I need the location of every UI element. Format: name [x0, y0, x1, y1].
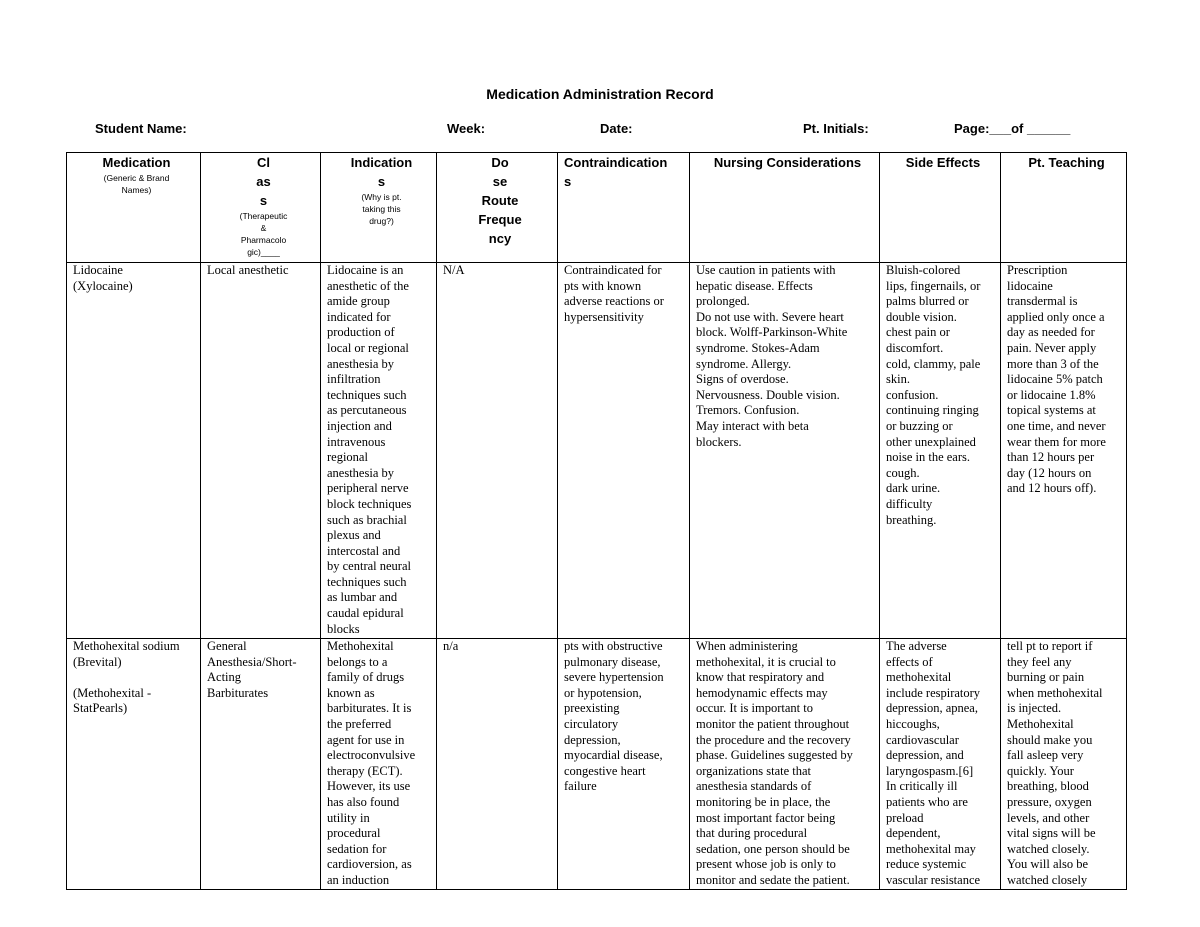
- page-count-label: Page:___of ______: [954, 121, 1071, 136]
- medication-cell: Methohexital sodium (Brevital) (Methohexital - StatPearls): [67, 639, 201, 890]
- col-header-indications: Indication s (Why is pt. taking this drug?): [321, 153, 437, 263]
- student-name-label: Student Name:: [95, 121, 187, 136]
- col-header-medication: Medication (Generic & Brand Names): [67, 153, 201, 263]
- col-header-contraindications: Contraindication s: [558, 153, 690, 263]
- table-row: [67, 263, 1127, 639]
- contraindications-cell: Contraindicated for pts with known adverse reactions or hypersensitivity: [558, 263, 690, 639]
- pt-teaching-cell: Prescription lidocaine transdermal is applied only once a day as needed for pain. Never apply more than 3 of the lidocaine 5% patch or lidocaine 1.8% topical systems at one time, and never wear them for more than 12 hours per day (12 hours on and 12 hours off).: [1001, 263, 1127, 639]
- side-effects-cell: Bluish-colored lips, fingernails, or palms blurred or double vision. chest pain or discomfort. cold, clammy, pale skin. confusion. continuing ringing or buzzing or other unexplained noise in the ears. cough. dark urine. difficulty breathing.: [880, 263, 1001, 639]
- week-label: Week:: [447, 121, 486, 136]
- class-cell: Local anesthetic: [201, 263, 321, 639]
- indications-cell: Lidocaine is an anesthetic of the amide group indicated for production of local or regional anesthesia by infiltration techniques such as percutaneous injection and intravenous regional anesthesia by peripheral nerve block techniques such as brachial plexus and intercostal and by central neural techniques such as lumbar and caudal epidural blocks: [321, 263, 437, 639]
- dose-cell: n/a: [437, 639, 558, 890]
- table-row: [67, 639, 1127, 890]
- medication-record-table: [66, 152, 1127, 890]
- col-header-class: Cl as s (Therapeutic & Pharmacolo gic)____: [201, 153, 321, 263]
- col-header-pt-teaching: Pt. Teaching: [1001, 153, 1127, 263]
- pt-initials-label: Pt. Initials:: [803, 121, 869, 136]
- indications-cell: Methohexital belongs to a family of drugs known as barbiturates. It is the preferred agent for use in electroconvulsive therapy (ECT). However, its use has also found utility in procedural sedation for cardioversion, as an induction: [321, 639, 437, 890]
- dose-cell: N/A: [437, 263, 558, 639]
- col-header-nursing-considerations: Nursing Considerations: [690, 153, 880, 263]
- col-header-side-effects: Side Effects: [880, 153, 1001, 263]
- table-header-row: [67, 153, 1127, 263]
- pt-teaching-cell: tell pt to report if they feel any burning or pain when methohexital is injected. Methohexital should make you fall asleep very quickly. Your breathing, blood pressure, oxygen levels, and other vital signs will be watched closely. You will also be watched closely: [1001, 639, 1127, 890]
- nursing-considerations-cell: When administering methohexital, it is crucial to know that respiratory and hemodynamic effects may occur. It is important to monitor the patient throughout the procedure and the recovery phase. Guidelines suggested by organizations state that anesthesia standards of monitoring be in place, the most important factor being that during procedural sedation, one person should be present whose job is only to monitor and sedate the patient.: [690, 639, 880, 890]
- class-cell: General Anesthesia/Short- Acting Barbiturates: [201, 639, 321, 890]
- date-label: Date:: [600, 121, 633, 136]
- page-title: Medication Administration Record: [486, 86, 714, 102]
- contraindications-cell: pts with obstructive pulmonary disease, severe hypertension or hypotension, preexisting circulatory depression, myocardial disease, congestive heart failure: [558, 639, 690, 890]
- medication-cell: Lidocaine (Xylocaine): [67, 263, 201, 639]
- col-header-dose-route-frequency: Do se Route Freque ncy: [437, 153, 558, 263]
- nursing-considerations-cell: Use caution in patients with hepatic disease. Effects prolonged. Do not use with. Severe heart block. Wolff-Parkinson-White syndrome. Stokes-Adam syndrome. Allergy. Signs of overdose. Nervousness. Double vision. Tremors. Confusion. May interact with beta blockers.: [690, 263, 880, 639]
- side-effects-cell: The adverse effects of methohexital include respiratory depression, apnea, hiccoughs, cardiovascular depression, and laryngospasm.[6] In critically ill patients who are preload dependent, methohexital may reduce systemic vascular resistance: [880, 639, 1001, 890]
